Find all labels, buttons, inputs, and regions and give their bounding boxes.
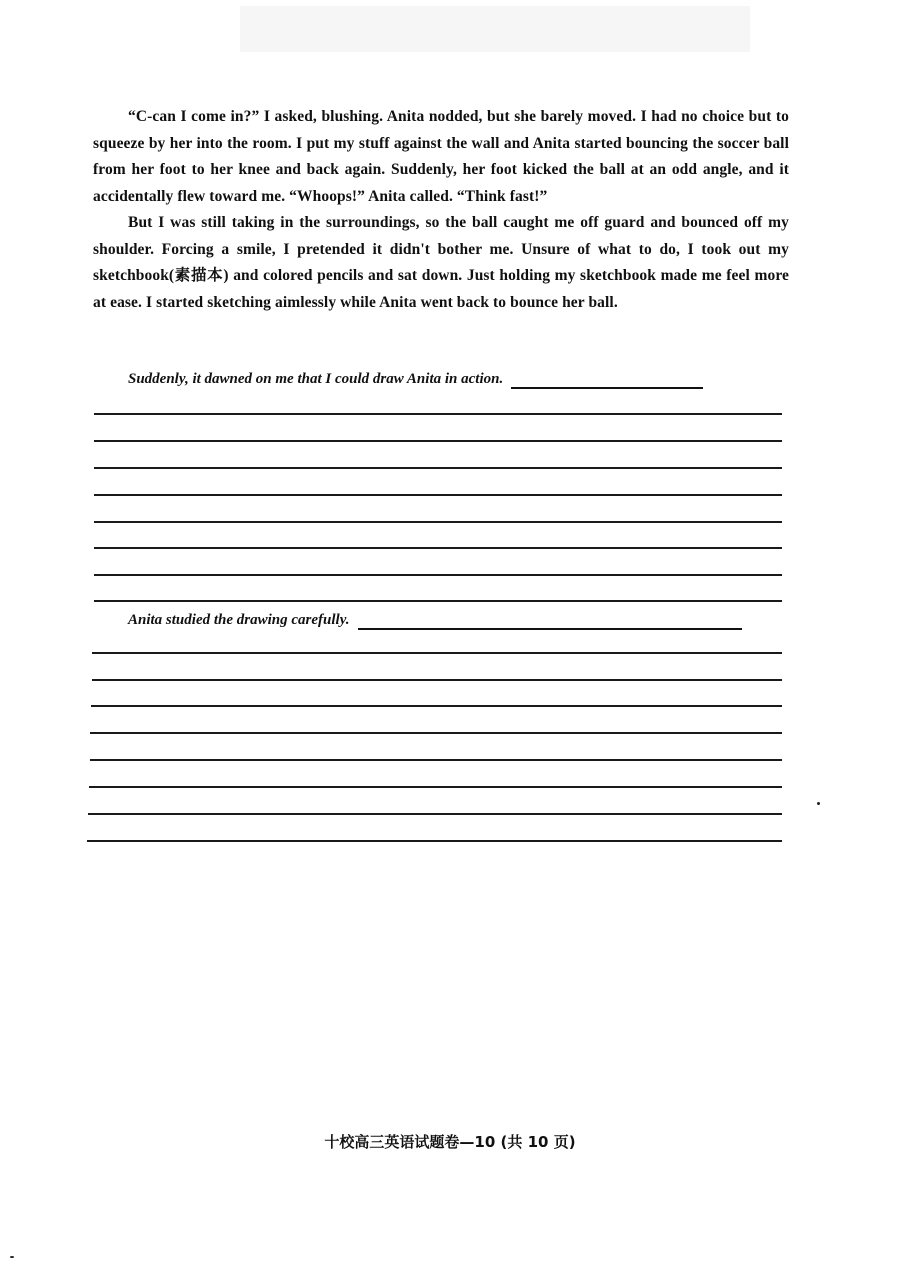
writing-prompt-row xyxy=(128,610,742,630)
answer-line[interactable] xyxy=(87,840,782,842)
scan-speck xyxy=(817,802,820,805)
answer-line[interactable] xyxy=(90,759,782,761)
passage-paragraph: But I was still taking in the surroundings, so the ball caught me off guard and bounced off my shoulder. Forcing a smile, I pretended it didn't bother me. Unsure of what to do, I took out my sketchbook(素描本) and colored pencils and sat down. Just holding my sketchbook made me feel more at ease. I started sketching aimlessly while Anita went back to bounce her ball. xyxy=(93,214,789,311)
answer-line[interactable] xyxy=(94,547,782,549)
answer-line[interactable] xyxy=(91,705,782,707)
answer-line[interactable] xyxy=(94,521,782,523)
passage-paragraph: “C-can I come in?” I asked, blushing. Anita nodded, but she barely moved. I had no choice but to squeeze by her into the room. I put my stuff against the wall and Anita started bouncing the soccer ball from her foot to her knee and back again. Suddenly, her foot kicked the ball at an odd angle, and it accidentally flew toward me. “Whoops!” Anita called. “Think fast!” xyxy=(93,108,789,205)
answer-line[interactable] xyxy=(88,813,782,815)
answer-line[interactable] xyxy=(92,652,782,654)
scan-speck xyxy=(10,1256,14,1258)
writing-prompt: Suddenly, it dawned on me that I could draw Anita in action. xyxy=(128,371,504,387)
answer-line[interactable] xyxy=(94,494,782,496)
writing-prompt-row xyxy=(128,369,703,389)
answer-blank[interactable] xyxy=(511,371,703,389)
writing-prompt: Anita studied the drawing carefully. xyxy=(128,612,350,628)
scan-header-strip xyxy=(240,6,750,52)
answer-line[interactable] xyxy=(89,786,782,788)
answer-line[interactable] xyxy=(94,574,782,576)
answer-line[interactable] xyxy=(94,467,782,469)
page-footer: 十校高三英语试题卷—10 (共 10 页) xyxy=(324,1133,576,1151)
answer-line[interactable] xyxy=(94,600,782,602)
answer-line[interactable] xyxy=(94,440,782,442)
answer-blank[interactable] xyxy=(358,612,742,630)
answer-line[interactable] xyxy=(90,732,782,734)
answer-line[interactable] xyxy=(94,413,782,415)
answer-line[interactable] xyxy=(92,679,782,681)
story-passage xyxy=(93,104,789,316)
